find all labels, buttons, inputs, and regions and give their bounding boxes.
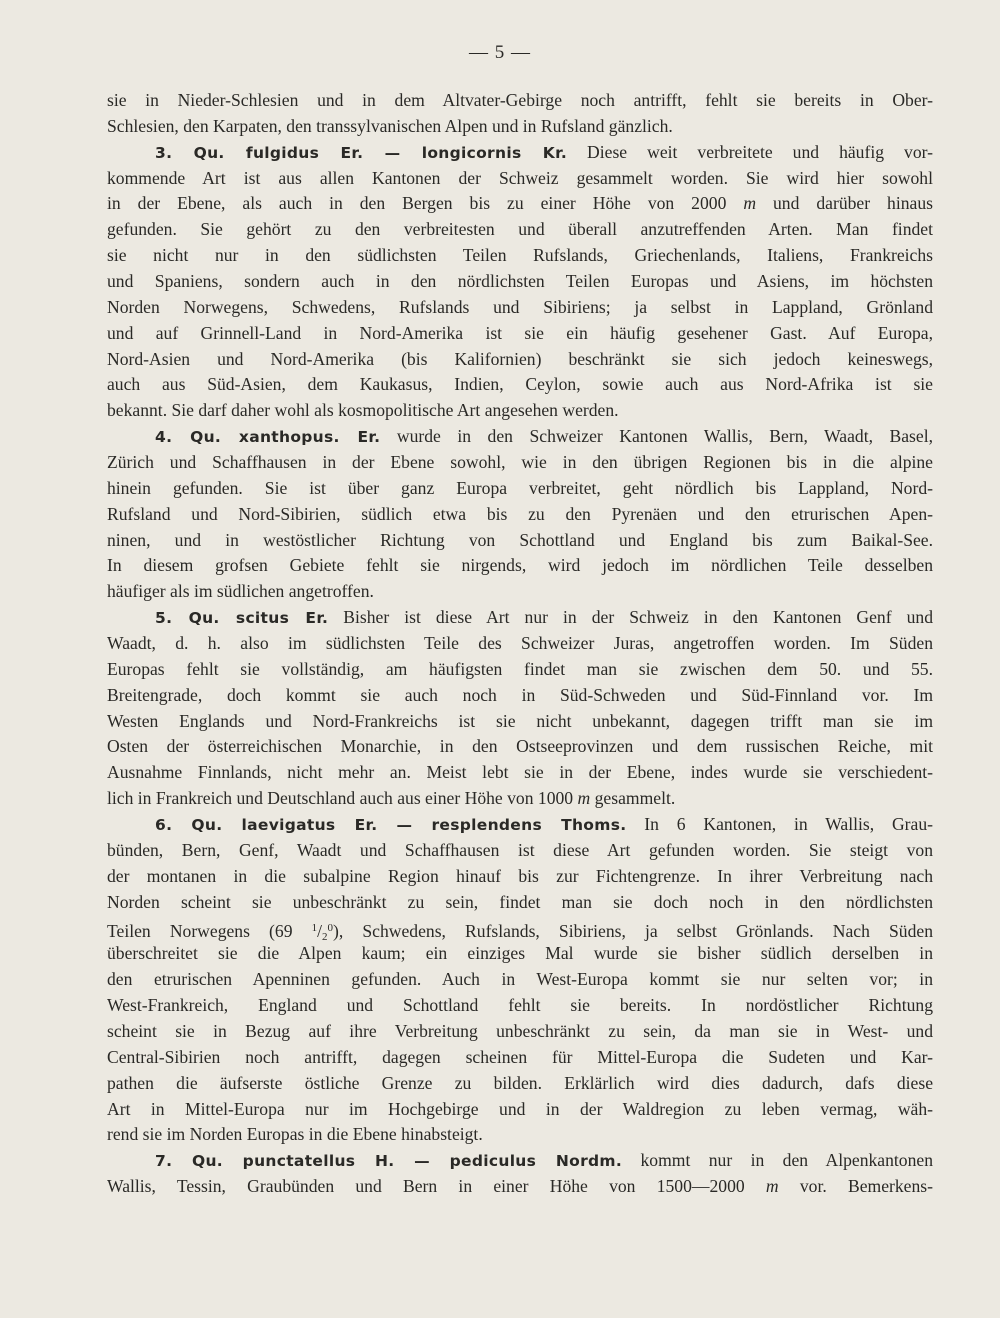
- text-segment: Waadt, d. h. also im südlichsten Teile des Schweizer Juras, angetroffen worden. Im Süden: [107, 633, 933, 654]
- text-segment: Ausnahme Finnlands, nicht mehr an. Meist lebt sie in der Ebene, indes wurde sie verschiedent-: [107, 762, 933, 783]
- text-line: [107, 812, 933, 838]
- text-segment: Zürich und Schaffhausen in der Ebene sowohl, wie in den übrigen Regionen bis in die alpine: [107, 452, 933, 473]
- text-line: [107, 1071, 933, 1097]
- text-segment: ), Schwedens, Rufslands, Sibiriens, ja selbst Grönlands. Nach Süden: [333, 920, 933, 941]
- text-line: [107, 1045, 933, 1071]
- text-line: [107, 1122, 933, 1148]
- text-segment: Art in Mittel-Europa nur im Hochgebirge und in der Waldregion zu leben vermag, wäh-: [107, 1098, 933, 1119]
- text-segment: wurde in den Schweizer Kantonen Wallis, Bern, Waadt, Basel,: [380, 426, 933, 447]
- text-segment: scheint sie in Bezug auf ihre Verbreitung unbeschränkt zu sein, da man sie in West- und: [107, 1020, 933, 1041]
- text-segment: Osten der österreichischen Monarchie, in den Ostseeprovinzen und dem russischen Reiche, mit: [107, 736, 933, 757]
- page-number: — 5 —: [469, 42, 531, 63]
- text-segment: gesammelt.: [590, 788, 676, 809]
- text-line: [107, 993, 933, 1019]
- text-segment: hinein gefunden. Sie ist über ganz Europa verbreitet, geht nördlich bis Lappland, Nord-: [107, 477, 933, 498]
- text-segment: rend sie im Norden Europas in die Ebene hinabsteigt.: [107, 1124, 483, 1145]
- text-line: [107, 1148, 933, 1174]
- text-segment: In 6 Kantonen, in Wallis, Grau-: [626, 814, 933, 835]
- text-segment: gefunden. Sie gehört zu den verbreitesten und überall anzutreffenden Arten. Man findet: [107, 219, 933, 240]
- text-segment: West-Frankreich, England und Schottland fehlt sie bereits. In nordöstlicher Richtung: [107, 995, 933, 1016]
- text-line: [107, 579, 933, 605]
- text-line: [107, 372, 933, 398]
- species-heading: 4. Qu. xanthopus. Er.: [155, 428, 381, 447]
- text-line: [107, 424, 933, 450]
- text-line: [107, 114, 933, 140]
- text-line: [107, 398, 933, 424]
- text-segment: und Spaniens, sondern auch in den nördlichsten Teilen Europas und Asiens, im höchsten: [107, 271, 933, 292]
- text-segment: den etrurischen Apenninen gefunden. Auch in West-Europa kommt sie nur selten vor; in: [107, 969, 933, 990]
- text-segment: Diese weit verbreitete und häufig vor-: [567, 141, 933, 162]
- text-line: [107, 295, 933, 321]
- text-segment: In diesem grofsen Gebiete fehlt sie nirgends, wird jedoch im nördlichen Teile desselben: [107, 555, 933, 576]
- text-segment: kommt nur in den Alpenkantonen: [622, 1150, 933, 1171]
- text-segment: der montanen in die subalpine Region hinauf bis zur Fichtengrenze. In ihrer Verbreitung nach: [107, 865, 933, 886]
- unit-symbol: m: [743, 193, 757, 214]
- body-text: [107, 88, 933, 1200]
- text-segment: /: [317, 920, 323, 941]
- text-segment: und auf Grinnell-Land in Nord-Amerika ist sie ein häufig gesehener Gast. Auf Europa,: [107, 322, 933, 343]
- text-segment: Rufsland und Nord-Sibirien, südlich etwa bis zu den Pyrenäen und den etrurischen Apen-: [107, 503, 933, 524]
- text-segment: lich in Frankreich und Deutschland auch aus einer Höhe von 1000: [107, 788, 578, 809]
- species-heading: 3. Qu. fulgidus Er. — longicornis Kr.: [155, 143, 568, 162]
- text-segment: pathen die äufserste östliche Grenze zu bilden. Erklärlich wird dies dadurch, dafs diese: [107, 1072, 933, 1093]
- text-line: [107, 1174, 933, 1200]
- text-line: [107, 786, 933, 812]
- text-line: [107, 631, 933, 657]
- superscript: 1: [311, 921, 318, 934]
- text-segment: Wallis, Tessin, Graubünden und Bern in einer Höhe von 1500—2000: [107, 1176, 766, 1197]
- text-line: [107, 528, 933, 554]
- text-segment: ninen, und in westöstlicher Richtung von Schottland und England bis zum Baikal-See.: [107, 529, 933, 550]
- text-segment: überschreitet sie die Alpen kaum; ein einziges Mal wurde sie bisher südlich derselben in: [107, 943, 933, 964]
- text-line: [107, 683, 933, 709]
- species-heading: 6. Qu. laevigatus Er. — resplendens Thoms.: [155, 816, 627, 835]
- text-line: [107, 347, 933, 373]
- text-segment: Norden Norwegens, Schwedens, Rufslands und Sibiriens; ja selbst in Lappland, Grönland: [107, 296, 933, 317]
- text-line: [107, 838, 933, 864]
- text-line: [107, 502, 933, 528]
- text-line: [107, 734, 933, 760]
- text-segment: und darüber hinaus: [756, 193, 933, 214]
- unit-symbol: m: [577, 788, 591, 809]
- text-segment: sie nicht nur in den südlichsten Teilen Rufslands, Griechenlands, Italiens, Frankreichs: [107, 245, 933, 266]
- text-line: [107, 657, 933, 683]
- text-segment: häufiger als im südlichen angetroffen.: [107, 581, 374, 602]
- text-segment: sie in Nieder-Schlesien und in dem Altvater-Gebirge noch antrifft, fehlt sie bereits in Ober-: [107, 90, 933, 110]
- text-line: [107, 269, 933, 295]
- text-line: [107, 166, 933, 192]
- text-segment: Central-Sibirien noch antrifft, dagegen scheinen für Mittel-Europa die Sudeten und Kar-: [107, 1046, 933, 1067]
- text-line: [107, 709, 933, 735]
- text-line: [107, 864, 933, 890]
- text-segment: Teilen Norwegens (69: [107, 920, 312, 941]
- text-line: [107, 476, 933, 502]
- text-line: [107, 191, 933, 217]
- species-heading: 5. Qu. scitus Er.: [155, 609, 329, 628]
- text-line: [107, 553, 933, 579]
- text-segment: Europas fehlt sie vollständig, am häufigsten findet man sie zwischen dem 50. und 55.: [107, 658, 933, 679]
- text-line: [107, 140, 933, 166]
- text-line: [107, 88, 933, 114]
- text-line: [107, 760, 933, 786]
- text-segment: in der Ebene, als auch in den Bergen bis zu einer Höhe von 2000: [107, 193, 744, 214]
- superscript: 0: [327, 921, 334, 934]
- text-segment: bekannt. Sie darf daher wohl als kosmopolitische Art angesehen werden.: [107, 400, 619, 421]
- text-segment: Bisher ist diese Art nur in der Schweiz in den Kantonen Genf und: [328, 607, 933, 628]
- text-segment: Breitengrade, doch kommt sie auch noch in Süd-Schweden und Süd-Finnland vor. Im: [107, 684, 933, 705]
- text-segment: Schlesien, den Karpaten, den transsylvanischen Alpen und in Rufsland gänzlich.: [107, 115, 673, 136]
- text-line: [107, 967, 933, 993]
- unit-symbol: m: [765, 1176, 779, 1197]
- text-line: [107, 1019, 933, 1045]
- text-segment: Nord-Asien und Nord-Amerika (bis Kalifornien) beschränkt sie sich jedoch keineswegs,: [107, 348, 933, 369]
- text-line: [107, 243, 933, 269]
- subscript: 2: [322, 930, 328, 942]
- text-segment: auch aus Süd-Asien, dem Kaukasus, Indien, Ceylon, sowie auch aus Nord-Afrika ist sie: [107, 374, 933, 395]
- text-line: [107, 321, 933, 347]
- text-line: [107, 941, 933, 967]
- text-line: [107, 890, 933, 916]
- text-segment: Westen Englands und Nord-Frankreichs ist sie nicht unbekannt, dagegen trifft man sie im: [107, 710, 933, 731]
- species-heading: 7. Qu. punctatellus H. — pediculus Nordm.: [155, 1152, 623, 1171]
- text-segment: Norden scheint sie unbeschränkt zu sein, findet man sie doch noch in den nördlichsten: [107, 891, 933, 912]
- text-segment: vor. Bemerkens-: [778, 1176, 933, 1197]
- text-line: [107, 450, 933, 476]
- text-segment: kommende Art ist aus allen Kantonen der Schweiz gesammelt worden. Sie wird hier sowohl: [107, 167, 933, 188]
- text-line: [107, 217, 933, 243]
- text-line: [107, 916, 933, 942]
- text-line: [107, 1097, 933, 1123]
- text-segment: bünden, Bern, Genf, Waadt und Schaffhausen ist diese Art gefunden worden. Sie steigt von: [107, 839, 933, 860]
- text-line: [107, 605, 933, 631]
